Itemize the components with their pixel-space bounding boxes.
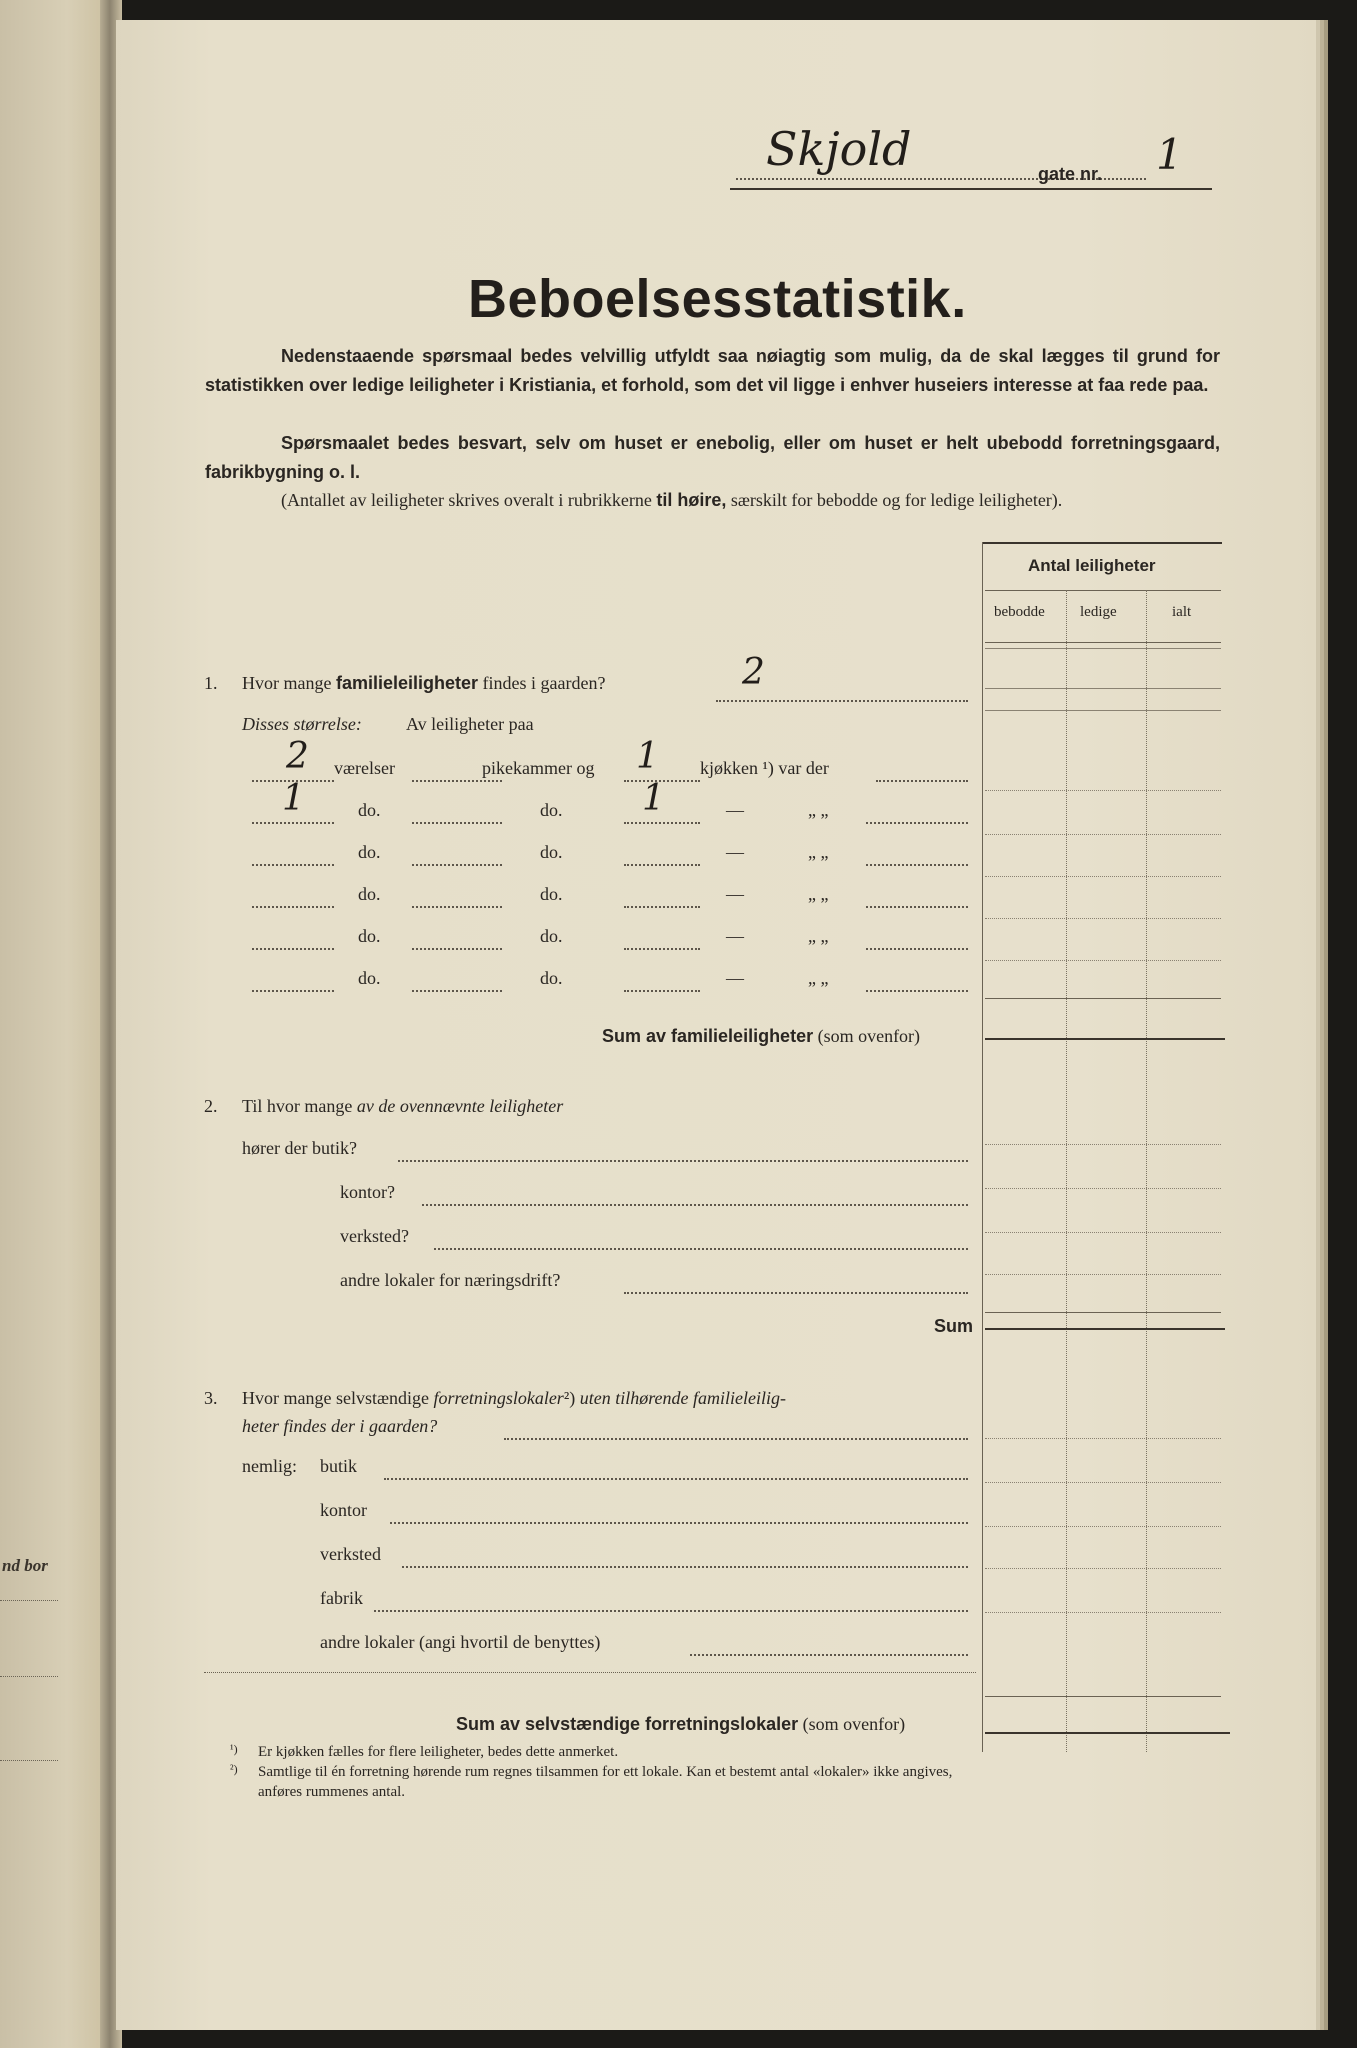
q2-kontor-leader [422, 1204, 968, 1206]
table-row-rule [985, 1482, 1221, 1483]
table-row-rule [985, 1144, 1221, 1145]
q3-fabrik-leader [374, 1610, 968, 1612]
q3-andre-label: andre lokaler (angi hvortil de benyttes) [320, 1632, 601, 1652]
table-row-rule [985, 688, 1221, 689]
page-title: Beboelsesstatistik. [468, 269, 967, 329]
q1-row-do: do. [358, 884, 381, 904]
q1-row-kjok-label: kjøkken ¹) var der [700, 758, 829, 778]
q1-sum-note: (som ovenfor) [817, 1026, 921, 1046]
table-row-rule [985, 790, 1221, 791]
q1-row-quote: „ „ [808, 800, 829, 820]
q2-andre-leader [624, 1292, 968, 1294]
q3-sum-line [456, 1714, 905, 1735]
q1-row-pike-label: pikekammer og [482, 758, 595, 778]
q1-sum-line [602, 1026, 920, 1047]
q1-row-pike-line [412, 864, 502, 866]
table-row-rule [985, 1696, 1221, 1697]
q1-row-leader [876, 780, 968, 782]
q1-row-leader [866, 906, 968, 908]
q2-andre-label: andre lokaler for næringsdrift? [340, 1270, 561, 1290]
q3-kontor-leader [390, 1522, 968, 1524]
q3-fabrik-label: fabrik [320, 1588, 363, 1608]
q1-row-do: do. [540, 884, 563, 904]
table-row-rule [985, 1438, 1221, 1439]
q1-row-do: do. [358, 800, 381, 820]
q3-nemlig-label: nemlig: [242, 1456, 297, 1476]
q1-row-do: do. [358, 842, 381, 862]
q1-row2-rooms: 1 [282, 778, 305, 819]
q1-row-pike-line [412, 990, 502, 992]
intro-paragraph-3-c: særskilt for bebodde og for ledige leiligheter). [730, 490, 1063, 510]
footnote-1-mark: ¹) [230, 1742, 238, 1756]
table-row-rule [985, 876, 1221, 877]
table-col-divider [1146, 590, 1147, 1752]
street-name-handwritten: Skjold [766, 122, 912, 176]
gate-label: gate nr. [1038, 164, 1103, 184]
q1-sum-rule [985, 1038, 1225, 1040]
q3-sum-note: (som ovenfor) [802, 1714, 906, 1734]
table-row-rule [985, 1188, 1221, 1189]
q1-row-do: do. [358, 926, 381, 946]
table-row-rule [985, 1568, 1221, 1569]
intro-paragraph-3-a: (Antallet av leiligheter skrives overalt i rubrikkerne [281, 490, 652, 510]
q1-row-do: do. [540, 800, 563, 820]
previous-page-fragment: nd bor [2, 1556, 48, 1575]
table-title-rule [985, 590, 1221, 591]
q3-separator [204, 1672, 976, 1673]
q1-sum-label: Sum av familieleiligheter [602, 1026, 814, 1046]
q3-text-cont: heter findes der i gaarden? [242, 1416, 438, 1436]
q1-row-dash: — [726, 842, 744, 862]
q1-row-kitchen-line [624, 948, 700, 950]
q1-answer-handwritten: 2 [742, 652, 765, 693]
q1-row-kitchen-line [624, 906, 700, 908]
q2-verksted-label: verksted? [340, 1226, 409, 1246]
table-title: Antal leiligheter [1028, 556, 1156, 575]
q2-question [242, 1096, 563, 1117]
q2-butik-label: hører der butik? [242, 1138, 357, 1158]
q1-row-rooms-line [252, 822, 334, 824]
q1-row-leader [866, 864, 968, 866]
footnote-2-mark: ²) [230, 1762, 238, 1776]
q1-row-pike-line [412, 780, 502, 782]
previous-page-rule [0, 1760, 58, 1761]
footnote-2-cont: anføres rummenes antal. [258, 1784, 406, 1800]
intro-paragraph-1: Nedenstaaende spørsmaal bedes velvillig utfyldt saa nøiagtig som mulig, da de skal lægges til grund for statistikken over ledige leiligheter i Kristiania, et forhold, som det vil ligge i enhver huseiers interesse at faa rede paa. [205, 346, 1220, 395]
previous-page-rule [0, 1600, 58, 1601]
q3-butik-label: butik [320, 1456, 358, 1476]
table-row-rule [985, 834, 1221, 835]
q2-sum-label: Sum [934, 1316, 974, 1336]
q1-row-pike-line [412, 948, 502, 950]
q3-butik-leader [384, 1478, 968, 1480]
q1-row-rooms-line [252, 990, 334, 992]
q3-verksted-leader [402, 1566, 968, 1568]
intro-paragraph-2: Spørsmaalet bedes besvart, selv om huset er enebolig, eller om huset er helt ubebodd forretningsgaard, fabrikbygning o. l. [205, 433, 1220, 482]
form-page [116, 20, 1316, 2030]
q3-kontor-label: kontor [320, 1500, 367, 1520]
q1-row-quote: „ „ [808, 842, 829, 862]
table-top-rule [982, 542, 1222, 544]
q2-kontor-label: kontor? [340, 1182, 395, 1202]
q3-sum-label: Sum av selvstændige forretningslokaler [456, 1714, 799, 1734]
q1-number: 1. [204, 673, 218, 693]
table-row-rule [985, 1232, 1221, 1233]
col-header-bebodde: bebodde [994, 604, 1045, 620]
q2-text-a: Til hvor mange [242, 1096, 353, 1116]
footnote-2: Samtlige til én forretning hørende rum regnes tilsammen for ett lokale. Kan et bestemt antal «lokaler» ikke angives, [258, 1764, 953, 1780]
q1-row-dash: — [726, 926, 744, 946]
q1-answer-line [716, 700, 968, 702]
q2-butik-leader [398, 1160, 968, 1162]
previous-page-edge [0, 0, 112, 2048]
table-row-rule [985, 918, 1221, 919]
q1-row1-rooms: 2 [286, 736, 309, 777]
intro-paragraph-3 [205, 488, 1220, 513]
q1-row-kitchen-line [624, 822, 700, 824]
q2-text-italic: av de ovennævnte leiligheter [356, 1096, 564, 1116]
q1-row-pike-line [412, 822, 502, 824]
table-row-rule [985, 1612, 1221, 1613]
table-row-rule [985, 960, 1221, 961]
q1-row2-kitchen: 1 [642, 778, 665, 819]
col-header-rule [985, 642, 1221, 643]
q1-row-kitchen-line [624, 990, 700, 992]
col-header-ledige: ledige [1080, 604, 1117, 620]
q1-text-bold: familieleiligheter [335, 673, 479, 693]
q3-leader [504, 1438, 968, 1440]
q1-row-leader [866, 990, 968, 992]
q2-verksted-leader [434, 1248, 968, 1250]
footnote-1: Er kjøkken fælles for flere leiligheter, bedes dette anmerket. [258, 1744, 619, 1760]
q1-sub-italic: Disses størrelse: [242, 714, 362, 734]
q1-row-vaer-label: værelser [334, 758, 395, 778]
q3-text-a: Hvor mange selvstændige [242, 1388, 429, 1408]
table-row-rule [985, 1274, 1221, 1275]
q1-row-quote: „ „ [808, 968, 829, 988]
q1-row-do: do. [540, 968, 563, 988]
q3-andre-leader [690, 1654, 968, 1656]
q1-row-dash: — [726, 800, 744, 820]
table-col-divider [1066, 590, 1067, 1752]
q3-verksted-label: verksted [320, 1544, 381, 1564]
q3-text-italic-2: uten tilhørende familieleilig- [579, 1388, 786, 1408]
q1-question [242, 673, 606, 694]
q1-row-leader [866, 822, 968, 824]
q1-row-quote: „ „ [808, 884, 829, 904]
q2-number: 2. [204, 1096, 218, 1116]
q1-row-dash: — [726, 884, 744, 904]
q1-row-rooms-line [252, 948, 334, 950]
previous-page-rule [0, 1676, 58, 1677]
q1-row-leader [866, 948, 968, 950]
q1-row1-kitchen: 1 [636, 736, 659, 777]
col-header-ialt: ialt [1172, 604, 1192, 620]
q1-row-kitchen-line [624, 864, 700, 866]
q1-text-a: Hvor mange [242, 673, 332, 693]
q3-number: 3. [204, 1388, 218, 1408]
q3-question [242, 1388, 786, 1409]
q1-text-c: findes i gaarden? [482, 673, 606, 693]
header-rule [730, 188, 1212, 190]
q1-row-do: do. [358, 968, 381, 988]
q1-row-rooms-line [252, 864, 334, 866]
table-left-border [982, 542, 983, 1752]
q1-row-do: do. [540, 842, 563, 862]
q1-row-pike-line [412, 906, 502, 908]
q1-row-rooms-line [252, 906, 334, 908]
q3-sum-rule [985, 1732, 1230, 1734]
q1-row-dash: — [726, 968, 744, 988]
table-row-rule [985, 998, 1221, 999]
intro-paragraph-3-bold: til høire, [656, 490, 727, 510]
table-row-rule [985, 1526, 1221, 1527]
q3-footnote-ref: ²) [563, 1388, 576, 1408]
col-header-rule-2 [985, 648, 1221, 649]
q3-text-italic: forretningslokaler [433, 1388, 564, 1408]
q1-row-do: do. [540, 926, 563, 946]
q1-sub-text: Av leiligheter paa [406, 714, 534, 734]
table-row-rule [985, 710, 1221, 711]
gate-number-handwritten: 1 [1156, 130, 1183, 179]
q2-sum-rule [985, 1328, 1225, 1330]
q1-row-quote: „ „ [808, 926, 829, 946]
table-row-rule [985, 1312, 1221, 1313]
